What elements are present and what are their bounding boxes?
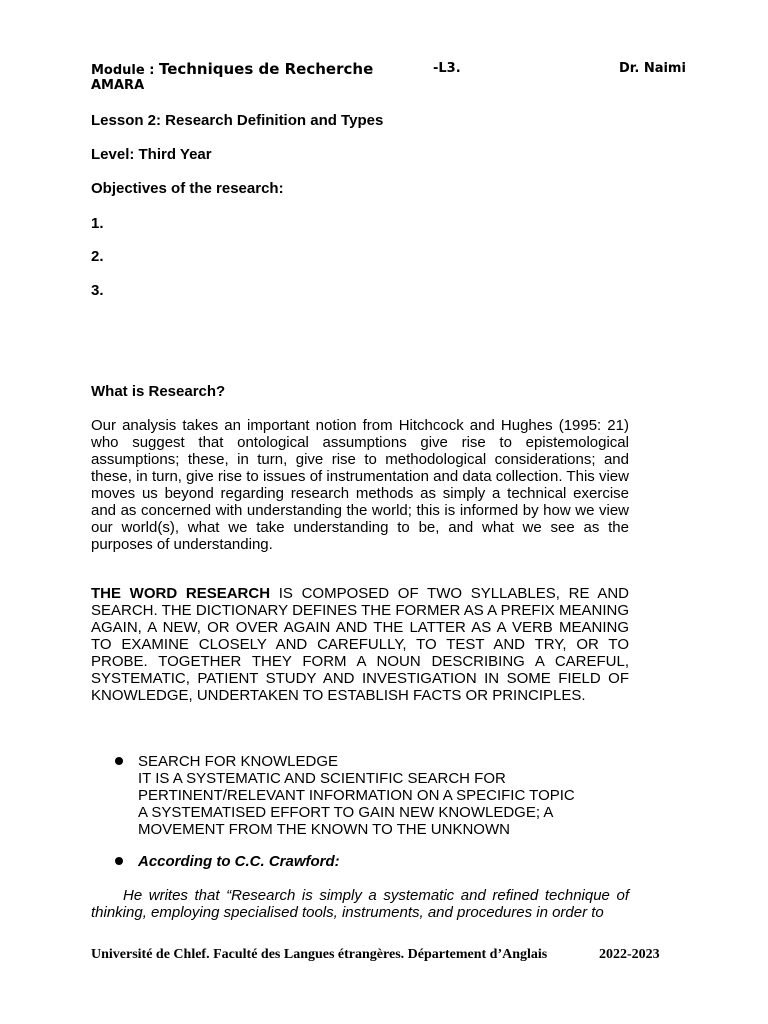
lesson-title: Lesson 2: Research Definition and Types [91,112,384,129]
bullet-dot-icon [115,857,123,865]
lesson-level: Level: Third Year [91,146,212,163]
module-header [91,60,373,79]
bullet-line: A SYSTEMATISED EFFORT TO GAIN NEW KNOWLEDGE; A [138,804,554,821]
section-heading: What is Research? [91,383,226,400]
crawford-quote: He writes that “Research is simply a systematic and refined technique of thinking, employing specialised tools, instruments, and procedures in order to [91,887,629,921]
author-last: AMARA [91,78,145,93]
word-research-text: IS COMPOSED OF TWO SYLLABLES, RE AND SEARCH. THE DICTIONARY DEFINES THE FORMER AS A PREFIX MEANING AGAIN, A NEW, OR OVER AGAIN AND THE LATTER AS A VERB MEANING TO EXAMINE CLOSELY AND CAREFULLY, TO TEST AND TRY, OR TO PROBE. TOGETHER THEY FORM A NOUN DESCRIBING A CAREFUL, SYSTEMATIC, PATIENT STUDY AND INVESTIGATION IN SOME FIELD OF KNOWLEDGE, UNDERTAKEN TO ESTABLISH FACTS OR PRINCIPLES. [91,585,629,704]
objective-3: 3. [91,282,104,299]
module-prefix: Module : [91,63,159,78]
bullet-line: MOVEMENT FROM THE KNOWN TO THE UNKNOWN [138,821,510,838]
module-title: Techniques de Recherche [158,60,374,78]
objectives-heading: Objectives of the research: [91,180,284,197]
bullet-line: IT IS A SYSTEMATIC AND SCIENTIFIC SEARCH FOR [138,770,506,787]
bullet-lines [138,753,575,838]
bullet-line: SEARCH FOR KNOWLEDGE [138,753,339,770]
crawford-heading: According to C.C. Crawford: [138,853,340,870]
objective-2: 2. [91,248,104,265]
paragraph-hitchcock: Our analysis takes an important notion from Hitchcock and Hughes (1995: 21) who suggest that ontological assumptions give rise to epistemological assumptions; these, in turn, give rise to methodological considerations; and these, in turn, give rise to issues of instrumentation and data collection. This view moves us beyond regarding research methods as simply a technical exercise and as concerned with understanding the world; this is informed by how we view our world(s), what we take understanding to be, and what we see as the purposes of understanding. [91,417,629,553]
level-code: -L3. [433,61,461,76]
author-first: Dr. Naimi [619,61,686,76]
bullet-line: PERTINENT/RELEVANT INFORMATION ON A SPECIFIC TOPIC [138,787,575,804]
bullet-dot-icon [115,757,123,765]
objective-1: 1. [91,215,104,232]
footer-institution: Université de Chlef. Faculté des Langues étrangères. Département d’Anglais [91,947,548,962]
word-research-bold: THE WORD RESEARCH [91,585,271,602]
footer-year: 2022-2023 [599,947,660,962]
paragraph-word-research [91,585,629,704]
